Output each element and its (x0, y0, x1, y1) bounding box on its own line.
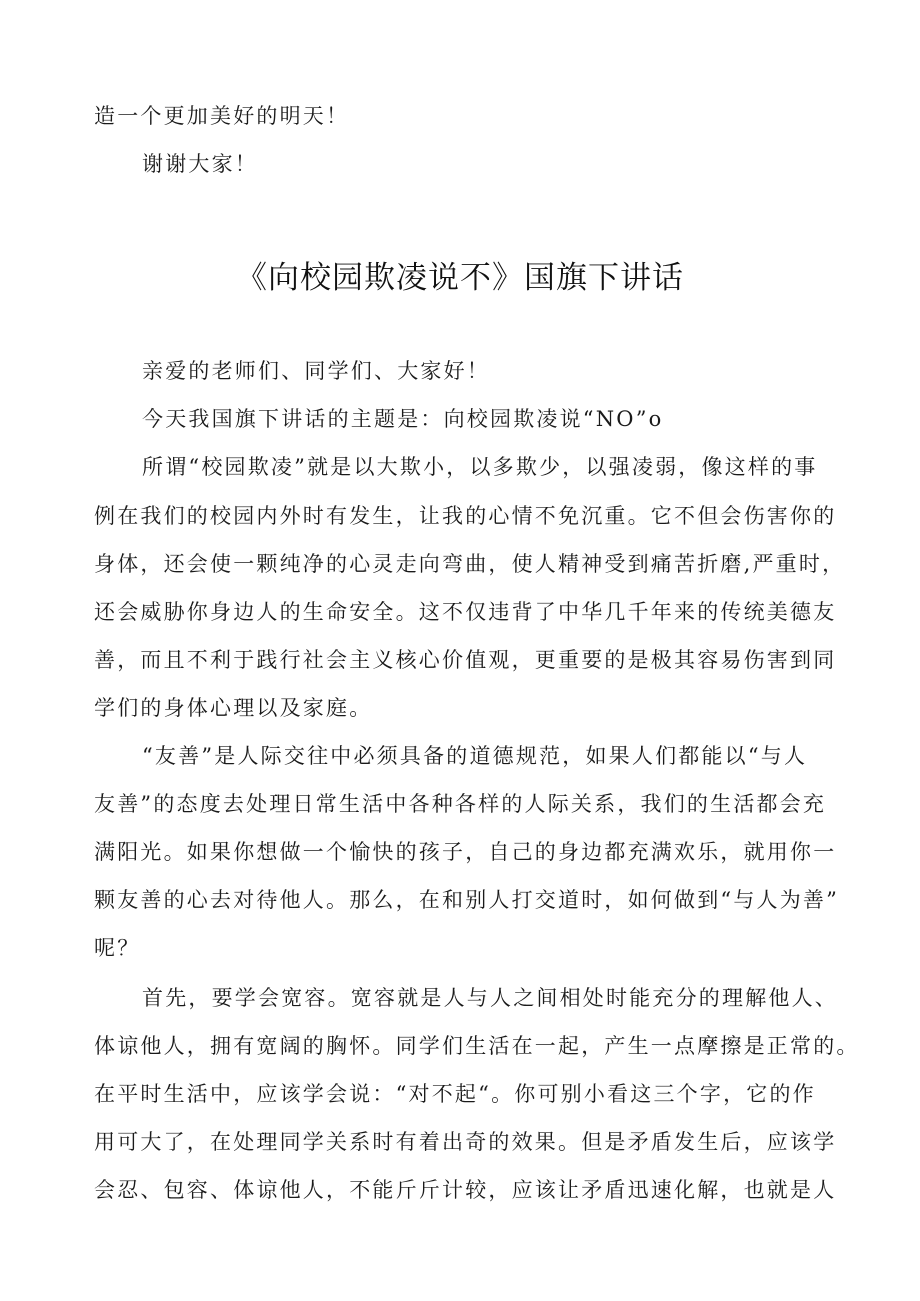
text-line: 还会威胁你身边人的生命安全。这不仅违背了中华几千年来的传统美德友 (94, 600, 837, 624)
text-line: 在平时生活中，应该学会说：“对不起“。你可别小看这三个字，它的作 (94, 1082, 816, 1106)
text-line: 谢谢大家！ (142, 152, 258, 176)
text-line: 呢？ (94, 936, 141, 960)
text-line: 体谅他人，拥有宽阔的胸怀。同学们生活在一起，产生一点摩擦是正常的。 (94, 1034, 860, 1058)
text-line: 会忍、包容、体谅他人，不能斤斤计较，应该让矛盾迅速化解，也就是人 (94, 1178, 837, 1202)
text-line: 用可大了，在处理同学关系时有着出奇的效果。但是矛盾发生后，应该学 (94, 1130, 837, 1154)
page-title: 《向校园欺凌说不》国旗下讲话 (236, 260, 684, 296)
text-line: 学们的身体心理以及家庭。 (94, 696, 373, 720)
text-line: 首先，要学会宽容。宽容就是人与人之间相处时能充分的理解他人、 (142, 986, 838, 1010)
text-line: 满阳光。如果你想做一个愉快的孩子，自己的身边都充满欢乐，就用你一 (94, 840, 837, 864)
text-line: 所谓“校园欺凌”就是以大欺小，以多欺少，以强凌弱，像这样的事 (142, 455, 818, 479)
text-line: 友善”的态度去处理日常生活中各种各样的人际关系，我们的生活都会充 (94, 792, 827, 816)
text-line: 造一个更加美好的明天！ (94, 104, 350, 128)
text-line: 善，而且不利于践行社会主义核心价值观，更重要的是极其容易伤害到同 (94, 648, 837, 672)
text-line: 身体，还会使一颗纯净的心灵走向弯曲，使人精神受到痛苦折磨,严重时， (94, 552, 846, 576)
text-line: “友善”是人际交往中必须具备的道德规范，如果人们都能以“与人 (142, 744, 808, 768)
text-line: 例在我们的校园内外时有发生，让我的心情不免沉重。它不但会伤害你的 (94, 504, 837, 528)
text-line: 今天我国旗下讲话的主题是：向校园欺凌说“NO”o (142, 407, 664, 431)
text-line: 亲爱的老师们、同学们、大家好！ (142, 359, 490, 383)
text-line: 颗友善的心去对待他人。那么，在和别人打交道时，如何做到“与人为善” (94, 888, 840, 912)
